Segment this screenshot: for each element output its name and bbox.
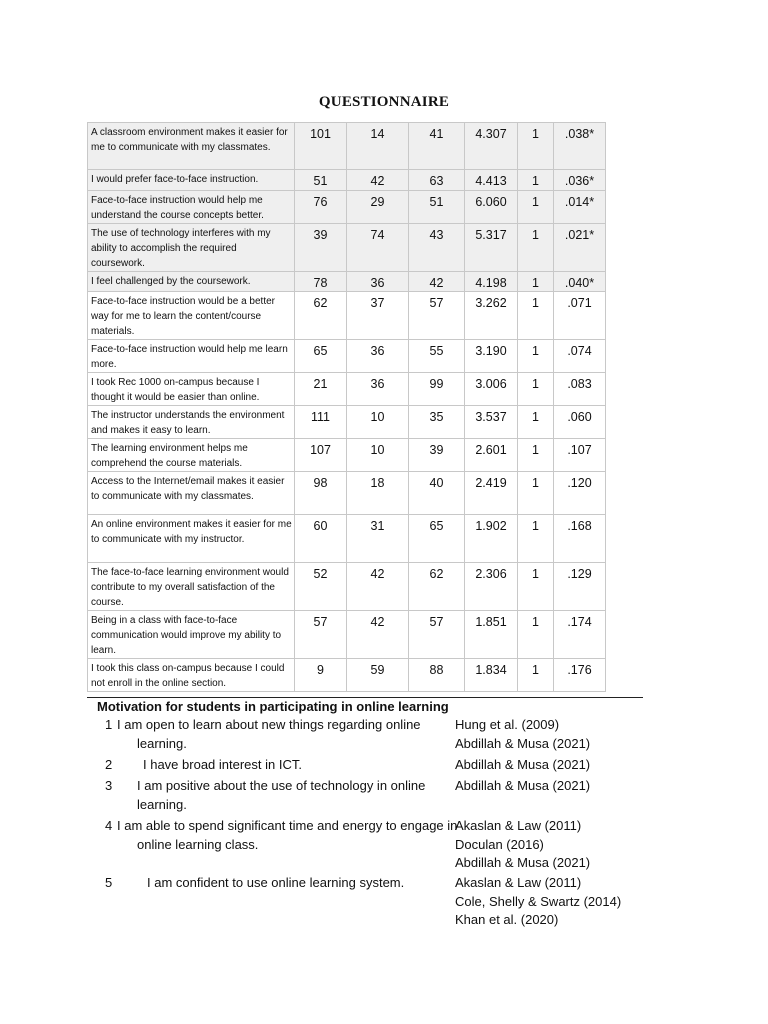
item-number: 1	[105, 717, 113, 732]
chi-square-cell: 2.306	[465, 563, 518, 611]
count-cell-2: 59	[347, 659, 409, 692]
p-value-cell: .038*	[554, 123, 606, 170]
count-cell-3: 35	[409, 406, 465, 439]
statement-cell: Face-to-face instruction would help me understand the course concepts better.	[88, 191, 295, 224]
reference-list	[455, 777, 590, 796]
count-cell-3: 57	[409, 611, 465, 659]
count-cell-1: 60	[295, 515, 347, 563]
count-cell-1: 78	[295, 272, 347, 292]
count-cell-3: 39	[409, 439, 465, 472]
count-cell-3: 40	[409, 472, 465, 515]
count-cell-1: 51	[295, 170, 347, 191]
section-divider	[87, 697, 643, 698]
df-cell: 1	[518, 170, 554, 191]
questionnaire-table	[87, 122, 606, 692]
table-row	[88, 611, 606, 659]
df-cell: 1	[518, 515, 554, 563]
item-text: I am open to learn about new things regarding online	[117, 717, 421, 732]
table-row	[88, 439, 606, 472]
reference: Hung et al. (2009)	[455, 717, 560, 732]
reference-list	[455, 716, 590, 753]
count-cell-3: 99	[409, 373, 465, 406]
count-cell-3: 57	[409, 292, 465, 340]
reference: Abdillah & Musa (2021)	[455, 735, 591, 751]
count-cell-3: 42	[409, 272, 465, 292]
count-cell-2: 18	[347, 472, 409, 515]
df-cell: 1	[518, 659, 554, 692]
table-row	[88, 340, 606, 373]
df-cell: 1	[518, 611, 554, 659]
reference: Cole, Shelly & Swartz (2014)	[455, 893, 622, 909]
count-cell-1: 111	[295, 406, 347, 439]
count-cell-2: 42	[347, 170, 409, 191]
p-value-cell: .107	[554, 439, 606, 472]
chi-square-cell: 1.851	[465, 611, 518, 659]
count-cell-2: 42	[347, 611, 409, 659]
reference: Abdillah & Musa (2021)	[455, 778, 591, 793]
count-cell-3: 43	[409, 224, 465, 272]
chi-square-cell: 1.834	[465, 659, 518, 692]
statement-cell: I feel challenged by the coursework.	[88, 272, 295, 292]
df-cell: 1	[518, 340, 554, 373]
p-value-cell: .074	[554, 340, 606, 373]
count-cell-2: 74	[347, 224, 409, 272]
statement-cell: Being in a class with face-to-face communication would improve my ability to learn.	[88, 611, 295, 659]
df-cell: 1	[518, 439, 554, 472]
statement-cell: I would prefer face-to-face instruction.	[88, 170, 295, 191]
statement-cell: The learning environment helps me comprehend the course materials.	[88, 439, 295, 472]
statement-cell: I took Rec 1000 on-campus because I thought it would be easier than online.	[88, 373, 295, 406]
chi-square-cell: 3.262	[465, 292, 518, 340]
reference: Akaslan & Law (2011)	[455, 875, 582, 890]
statement-cell: I took this class on-campus because I could not enroll in the online section.	[88, 659, 295, 692]
item-number: 4	[105, 818, 113, 833]
count-cell-3: 62	[409, 563, 465, 611]
p-value-cell: .176	[554, 659, 606, 692]
df-cell: 1	[518, 292, 554, 340]
table-row	[88, 659, 606, 692]
count-cell-2: 31	[347, 515, 409, 563]
df-cell: 1	[518, 224, 554, 272]
count-cell-3: 51	[409, 191, 465, 224]
table-row	[88, 191, 606, 224]
table-row	[88, 224, 606, 272]
count-cell-2: 42	[347, 563, 409, 611]
table-row	[88, 515, 606, 563]
count-cell-1: 39	[295, 224, 347, 272]
page-title: QUESTIONNAIRE	[318, 94, 450, 110]
p-value-cell: .120	[554, 472, 606, 515]
table-row	[88, 563, 606, 611]
p-value-cell: .083	[554, 373, 606, 406]
chi-square-cell: 4.413	[465, 170, 518, 191]
statement-cell: A classroom environment makes it easier for me to communicate with my classmates.	[88, 123, 295, 170]
df-cell: 1	[518, 373, 554, 406]
item-text: I am positive about the use of technology in online	[137, 778, 426, 793]
count-cell-2: 10	[347, 439, 409, 472]
table-row	[88, 472, 606, 515]
p-value-cell: .040*	[554, 272, 606, 292]
count-cell-1: 9	[295, 659, 347, 692]
count-cell-1: 21	[295, 373, 347, 406]
item-text-continued: online learning class.	[137, 837, 259, 852]
statement-cell: Face-to-face instruction would be a better way for me to learn the content/course materials.	[88, 292, 295, 340]
item-number: 5	[105, 875, 113, 890]
p-value-cell: .036*	[554, 170, 606, 191]
chi-square-cell: 4.198	[465, 272, 518, 292]
chi-square-cell: 1.902	[465, 515, 518, 563]
reference-list	[455, 874, 621, 930]
p-value-cell: .014*	[554, 191, 606, 224]
chi-square-cell: 5.317	[465, 224, 518, 272]
reference: Doculan (2016)	[455, 836, 544, 852]
count-cell-1: 52	[295, 563, 347, 611]
p-value-cell: .071	[554, 292, 606, 340]
chi-square-cell: 3.537	[465, 406, 518, 439]
statement-cell: The instructor understands the environment and makes it easy to learn.	[88, 406, 295, 439]
df-cell: 1	[518, 272, 554, 292]
statement-cell: The use of technology interferes with my ability to accomplish the required coursework.	[88, 224, 295, 272]
count-cell-3: 55	[409, 340, 465, 373]
count-cell-1: 62	[295, 292, 347, 340]
chi-square-cell: 4.307	[465, 123, 518, 170]
chi-square-cell: 2.419	[465, 472, 518, 515]
table-row	[88, 292, 606, 340]
reference-list	[455, 817, 590, 873]
df-cell: 1	[518, 406, 554, 439]
count-cell-3: 41	[409, 123, 465, 170]
item-number: 3	[105, 778, 113, 793]
reference: Akaslan & Law (2011)	[455, 818, 582, 833]
df-cell: 1	[518, 123, 554, 170]
count-cell-3: 88	[409, 659, 465, 692]
chi-square-cell: 2.601	[465, 439, 518, 472]
df-cell: 1	[518, 191, 554, 224]
reference: Abdillah & Musa (2021)	[455, 757, 591, 772]
count-cell-2: 37	[347, 292, 409, 340]
chi-square-cell: 6.060	[465, 191, 518, 224]
p-value-cell: .174	[554, 611, 606, 659]
count-cell-2: 36	[347, 272, 409, 292]
count-cell-3: 65	[409, 515, 465, 563]
count-cell-1: 76	[295, 191, 347, 224]
table-row	[88, 406, 606, 439]
reference: Khan et al. (2020)	[455, 912, 559, 927]
p-value-cell: .129	[554, 563, 606, 611]
count-cell-2: 14	[347, 123, 409, 170]
df-cell: 1	[518, 472, 554, 515]
item-number: 2	[105, 757, 113, 772]
count-cell-1: 65	[295, 340, 347, 373]
count-cell-2: 36	[347, 373, 409, 406]
count-cell-2: 10	[347, 406, 409, 439]
item-text: I am confident to use online learning system.	[147, 875, 405, 890]
statement-cell: The face-to-face learning environment would contribute to my overall satisfaction of the course.	[88, 563, 295, 611]
table-row	[88, 272, 606, 292]
statement-cell: An online environment makes it easier for me to communicate with my instructor.	[88, 515, 295, 563]
table-row	[88, 170, 606, 191]
item-text: I have broad interest in ICT.	[143, 757, 302, 772]
statement-cell: Face-to-face instruction would help me learn more.	[88, 340, 295, 373]
count-cell-1: 107	[295, 439, 347, 472]
count-cell-3: 63	[409, 170, 465, 191]
p-value-cell: .168	[554, 515, 606, 563]
table-row	[88, 373, 606, 406]
item-text-continued: learning.	[137, 736, 187, 751]
reference-list	[455, 756, 590, 775]
statement-cell: Access to the Internet/email makes it easier to communicate with my classmates.	[88, 472, 295, 515]
motivation-heading: Motivation for students in participating in online learning	[97, 699, 449, 714]
count-cell-2: 29	[347, 191, 409, 224]
count-cell-2: 36	[347, 340, 409, 373]
count-cell-1: 57	[295, 611, 347, 659]
count-cell-1: 101	[295, 123, 347, 170]
p-value-cell: .060	[554, 406, 606, 439]
p-value-cell: .021*	[554, 224, 606, 272]
reference: Abdillah & Musa (2021)	[455, 855, 591, 870]
df-cell: 1	[518, 563, 554, 611]
item-text-continued: learning.	[137, 797, 187, 812]
table-row	[88, 123, 606, 170]
count-cell-1: 98	[295, 472, 347, 515]
item-text: I am able to spend significant time and energy to engage in	[117, 818, 458, 833]
chi-square-cell: 3.190	[465, 340, 518, 373]
chi-square-cell: 3.006	[465, 373, 518, 406]
